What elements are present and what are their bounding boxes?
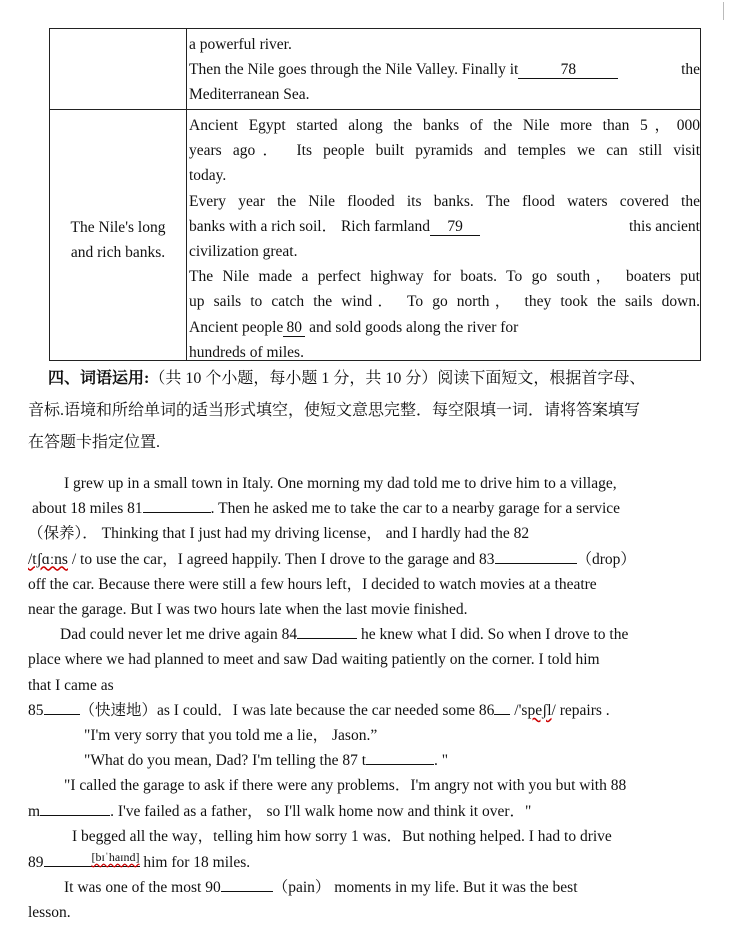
section-heading [48,366,708,391]
phonetic-chance: /tʃɑːns [28,550,68,568]
row2-line5-end: this ancient [628,217,700,235]
blank-78[interactable]: 78 [518,61,618,79]
p17-text-b: （pain） moments in my life. But it was the best [272,879,578,897]
p2-text-b: . Then he asked me to take the car to a nearby garage for a service [210,500,621,518]
section-heading-rest: （共 10 个小题，每小题 1 分，共 10 分）阅读下面短文，根据首字母、 [149,370,646,387]
blank-85[interactable] [44,714,80,715]
p16-text-c: him for 18 miles. [143,854,251,872]
p10-text-e: / repairs . [551,701,610,719]
passage-line13: "I called the garage to ask if there were any problems．I'm angry not with you but with 88 [64,777,627,795]
p14-text-a: m [28,802,41,820]
row2-line6: civilization great. [189,243,298,261]
instruction-line2: 音标.语境和所给单词的适当形式填空，使短文意思完整．每空限填一词．请将答案填写 [28,402,641,419]
passage-line1: I grew up in a small town in Italy. One morning my dad told me to drive him to a village, [64,475,617,492]
instruction-line3: 在答题卡指定位置. [28,434,161,451]
row2-line8: up sails to catch the wind． To go north， they took the sails down. [189,293,700,311]
p16-text-a: 89 [28,854,44,872]
row2-line4: Every year the Nile flooded its banks. The flood waters covered the [189,192,700,210]
table-row-divider [50,109,700,110]
table-column-divider [186,29,187,360]
row2-line1: Ancient Egypt started along the banks of the Nile more than 5，000 [189,117,700,134]
passage-line9: that I came as [28,676,114,694]
passage-line14 [28,799,708,824]
p4-text-b: / to use the car，I agreed happily. Then I drove to the garage and 83 [71,550,495,568]
p14-text-b: . I've failed as a father， so I'll walk home now and think it over．" [110,802,532,820]
row2-line5-text: banks with a rich soil． Rich farmland [189,217,431,235]
row1-content [189,32,700,108]
passage [28,471,708,926]
passage-line3: （保养）． Thinking that I just had my driving license， and I hardly had the 82 [28,525,530,543]
passage-line5: off the car. Because there were still a few hours left，I decided to watch movies at a theatre [28,575,597,593]
row2-line2: years ago． Its people built pyramids and temples we can still visit [189,142,700,160]
nile-table [49,28,701,361]
p12-text-a: "What do you mean, Dad? I'm telling the 87 t [84,752,367,770]
section-title: 四、词语运用: [48,370,150,387]
row2-line3: today. [189,167,227,185]
blank-84[interactable] [297,638,357,639]
p17-text-a: It was one of the most 90 [64,879,221,897]
passage-line6: near the garage. But I was two hours late when the last movie finished. [28,601,468,619]
p7-text-a: Dad could never let me drive again 84 [60,626,298,644]
page-edge-mark [723,2,724,20]
p4-text-c: （drop） [576,550,636,568]
passage-line7 [28,622,708,647]
row2-line9-text: Ancient people [189,318,284,336]
row1-line3: Mediterranean Sea. [189,86,310,104]
row2-label [50,215,186,265]
passage-line18: lesson. [28,904,71,922]
blank-89[interactable] [44,849,140,867]
passage-line10 [28,698,708,723]
p10-text-c: /'s [514,701,528,719]
passage-line2 [28,496,708,521]
passage-line17 [28,875,708,900]
blank-90[interactable] [221,891,273,892]
passage-line15: I begged all the way，telling him how sorry 1 was．But nothing helped. I had to drive [72,827,612,845]
phonetic-special: peʃl [527,701,552,719]
phonetic-behind: [bɪˈhaɪnd] [91,850,140,865]
blank-80[interactable]: 80 [283,319,305,337]
passage-line16 [28,849,708,875]
blank-87[interactable] [366,764,434,765]
passage-line8: place where we had planned to meet and saw Dad waiting patiently on the corner. I told him [28,651,600,669]
row2-line9 [189,315,700,340]
row1-line2-end: the [681,61,700,79]
row1-line1: a powerful river. [189,36,292,53]
p10-text-a: 85 [28,701,44,719]
row2-line7: The Nile made a perfect highway for boats. To go south， boaters put [189,268,700,286]
p12-text-b: . " [434,752,449,770]
row1-line2-text: Then the Nile goes through the Nile Valley. Finally it [189,61,519,79]
passage-line11: "I'm very sorry that you told me a lie， Jason.” [84,727,378,745]
passage-line12 [28,748,708,773]
row1-line2 [189,57,700,82]
blank-83[interactable] [495,563,577,564]
row2-content [189,113,700,365]
blank-88[interactable] [40,815,110,816]
passage-line4 [28,547,708,572]
row2-label-line2: and rich banks. [70,244,166,261]
blank-81[interactable] [143,512,211,513]
section-four [28,366,708,926]
blank-86[interactable] [494,714,510,715]
row2-line5 [189,214,700,239]
row2-label-line1: The Nile's long [70,219,166,236]
row2-line10: hundreds of miles. [189,343,304,361]
blank-79[interactable]: 79 [430,218,480,236]
row2-line9-end: and sold goods along the river for [309,318,519,336]
p2-text-a: about 18 miles 81 [32,500,143,518]
p7-text-b: he knew what I did. So when I drove to the [361,626,629,644]
p10-text-b: （快速地）as I could．I was late because the car needed some 86 [79,701,495,719]
